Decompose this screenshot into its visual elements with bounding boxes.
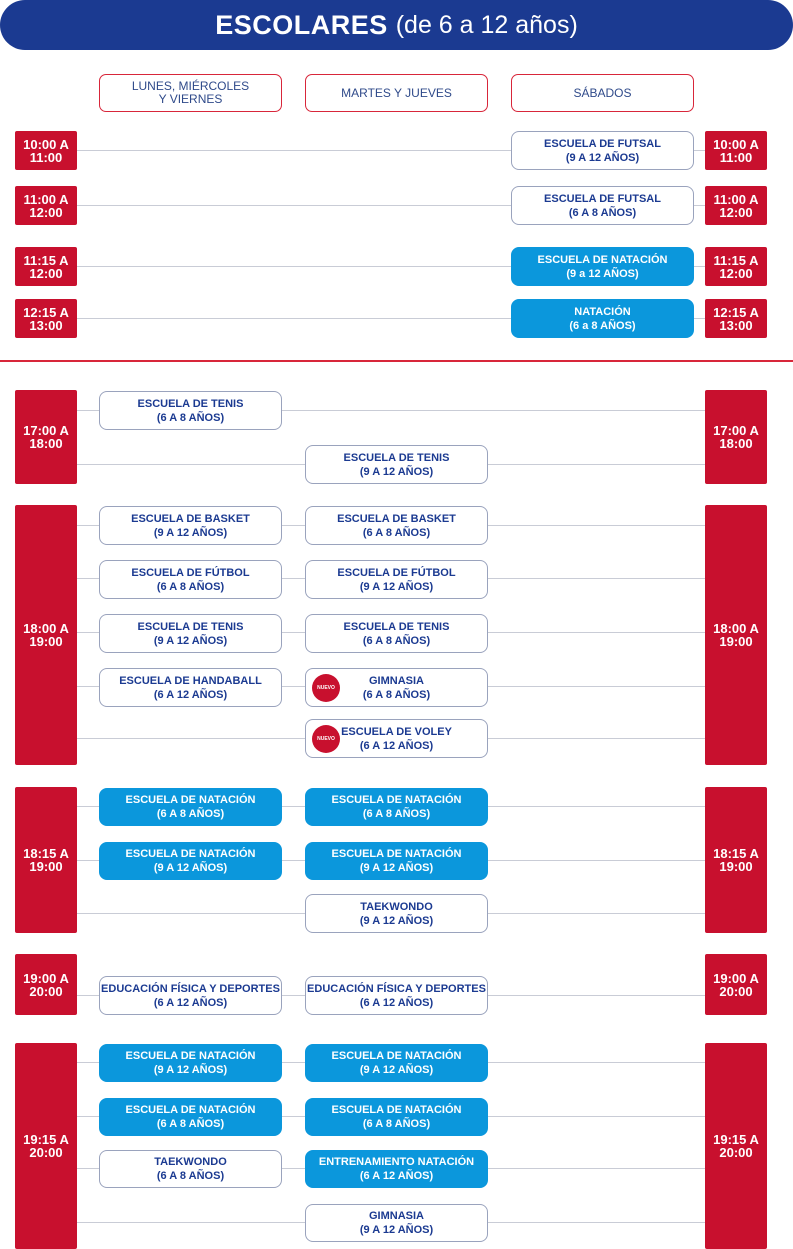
class-card: NUEVO ESCUELA DE VOLEY (6 A 12 AÑOS) — [305, 719, 488, 758]
class-card: ESCUELA DE TENIS (9 A 12 AÑOS) — [305, 445, 488, 484]
page-subtitle: (de 6 a 12 años) — [395, 10, 578, 39]
class-card: TAEKWONDO (9 A 12 AÑOS) — [305, 894, 488, 933]
time-slot-left: 19:00 A 20:00 — [15, 954, 77, 1015]
page-title: ESCOLARES — [215, 9, 388, 40]
class-card: ESCUELA DE NATACIÓN (9 A 12 AÑOS) — [99, 1044, 282, 1082]
class-card: ESCUELA DE FUTSAL (6 A 8 AÑOS) — [511, 186, 694, 225]
section-separator — [0, 360, 793, 362]
new-badge: NUEVO — [312, 674, 340, 702]
day-header-sab: SÁBADOS — [511, 74, 694, 112]
time-slot-left: 18:15 A 19:00 — [15, 787, 77, 933]
day-header-mj: MARTES Y JUEVES — [305, 74, 488, 112]
time-slot-right: 19:00 A 20:00 — [705, 954, 767, 1015]
class-card: ESCUELA DE NATACIÓN (9 A 12 AÑOS) — [305, 842, 488, 880]
time-slot-right: 11:15 A 12:00 — [705, 247, 767, 286]
time-slot-left: 18:00 A 19:00 — [15, 505, 77, 765]
class-card: ESCUELA DE HANDABALL (6 A 12 AÑOS) — [99, 668, 282, 707]
class-card: ESCUELA DE BASKET (6 A 8 AÑOS) — [305, 506, 488, 545]
class-card: ESCUELA DE FÚTBOL (9 A 12 AÑOS) — [305, 560, 488, 599]
class-card: ESCUELA DE TENIS (9 A 12 AÑOS) — [99, 614, 282, 653]
class-card: ESCUELA DE NATACIÓN (9 A 12 AÑOS) — [305, 1044, 488, 1082]
time-slot-right: 11:00 A 12:00 — [705, 186, 767, 225]
class-card: ESCUELA DE NATACIÓN (6 A 8 AÑOS) — [99, 1098, 282, 1136]
class-card: ESCUELA DE TENIS (6 A 8 AÑOS) — [305, 614, 488, 653]
time-slot-right: 17:00 A 18:00 — [705, 390, 767, 484]
class-card: ESCUELA DE NATACIÓN (6 A 8 AÑOS) — [305, 1098, 488, 1136]
class-card: GIMNASIA (9 A 12 AÑOS) — [305, 1204, 488, 1242]
time-slot-right: 19:15 A 20:00 — [705, 1043, 767, 1249]
time-slot-left: 11:15 A 12:00 — [15, 247, 77, 286]
class-card: ESCUELA DE TENIS (6 A 8 AÑOS) — [99, 391, 282, 430]
day-header-lmv: LUNES, MIÉRCOLES Y VIERNES — [99, 74, 282, 112]
class-card: ESCUELA DE NATACIÓN (6 A 8 AÑOS) — [99, 788, 282, 826]
class-card: TAEKWONDO (6 A 8 AÑOS) — [99, 1150, 282, 1188]
class-card: EDUCACIÓN FÍSICA Y DEPORTES (6 A 12 AÑOS) — [99, 976, 282, 1015]
class-card: ESCUELA DE FÚTBOL (6 A 8 AÑOS) — [99, 560, 282, 599]
page-title-banner — [0, 0, 793, 50]
class-card: ENTRENAMIENTO NATACIÓN (6 A 12 AÑOS) — [305, 1150, 488, 1188]
time-slot-right: 18:15 A 19:00 — [705, 787, 767, 933]
time-slot-right: 12:15 A 13:00 — [705, 299, 767, 338]
new-badge: NUEVO — [312, 725, 340, 753]
class-card: NATACIÓN (6 a 8 AÑOS) — [511, 299, 694, 338]
time-slot-right: 18:00 A 19:00 — [705, 505, 767, 765]
class-card: ESCUELA DE FUTSAL (9 A 12 AÑOS) — [511, 131, 694, 170]
class-card: NUEVO GIMNASIA (6 A 8 AÑOS) — [305, 668, 488, 707]
class-card: ESCUELA DE NATACIÓN (9 a 12 AÑOS) — [511, 247, 694, 286]
class-card: ESCUELA DE BASKET (9 A 12 AÑOS) — [99, 506, 282, 545]
time-slot-left: 19:15 A 20:00 — [15, 1043, 77, 1249]
class-card: ESCUELA DE NATACIÓN (6 A 8 AÑOS) — [305, 788, 488, 826]
time-slot-left: 12:15 A 13:00 — [15, 299, 77, 338]
time-slot-left: 11:00 A 12:00 — [15, 186, 77, 225]
class-card: ESCUELA DE NATACIÓN (9 A 12 AÑOS) — [99, 842, 282, 880]
time-slot-left: 17:00 A 18:00 — [15, 390, 77, 484]
class-card: EDUCACIÓN FÍSICA Y DEPORTES (6 A 12 AÑOS) — [305, 976, 488, 1015]
time-slot-left: 10:00 A 11:00 — [15, 131, 77, 170]
time-slot-right: 10:00 A 11:00 — [705, 131, 767, 170]
